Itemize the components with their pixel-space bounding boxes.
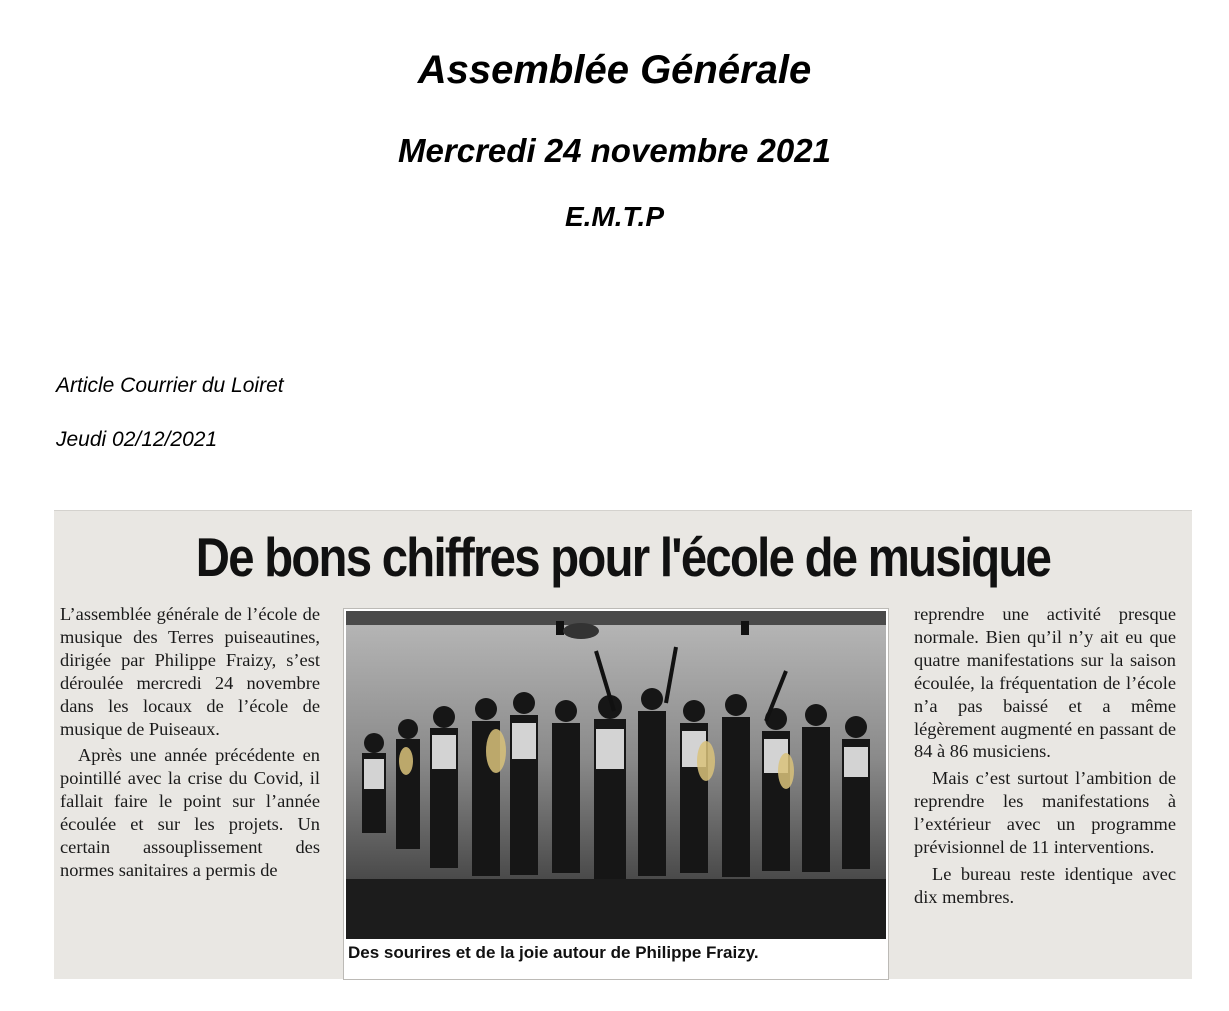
left-paragraph-1: L’assemblée générale de l’école de musique des Terres puiseautines, dirigée par Philippe Fraizy, s’est déroulée mercredi 24 novembre dans les locaux de l’école de musique de Puiseaux. (60, 604, 320, 739)
right-paragraph-3: Le bureau reste identique avec dix membres. (914, 863, 1176, 907)
document-date: Mercredi 24 novembre 2021 (398, 132, 831, 169)
left-paragraph-2: Après une année précédente en pointillé avec la crise du Covid, il fallait faire le point sur l’année écoulée et sur les projets. Un certain assouplissement des normes sanitaires a permis de (60, 745, 320, 880)
article-date: Jeudi 02/12/2021 (56, 428, 218, 451)
left-column (60, 603, 320, 886)
photo-caption: Des sourires et de la joie autour de Philippe Fraizy. (348, 943, 759, 962)
document-title: Assemblée Générale (417, 48, 812, 92)
right-paragraph-2: Mais c’est surtout l’ambition de reprendre les manifestations à l’extérieur avec un programme prévisionnel de 11 interventions. (914, 768, 1176, 858)
right-column (914, 603, 1176, 913)
band-photo-illustration (346, 611, 886, 939)
newspaper-clipping (54, 510, 1192, 979)
document-organization: E.M.T.P (564, 201, 665, 232)
photo-frame (343, 608, 889, 980)
right-paragraph-1: reprendre une activité presque normale. Bien qu’il n’y ait eu que quatre manifestations sur la saison écoulée, la fréquentation de l’école n’a pas baissé et a même légèrement augmenté en passant de 84 à 86 musiciens. (914, 604, 1176, 762)
article-source: Article Courrier du Loiret (56, 374, 284, 397)
clipping-headline: De bons chiffres pour l'école de musique (195, 526, 1051, 588)
band-photo (346, 611, 886, 939)
